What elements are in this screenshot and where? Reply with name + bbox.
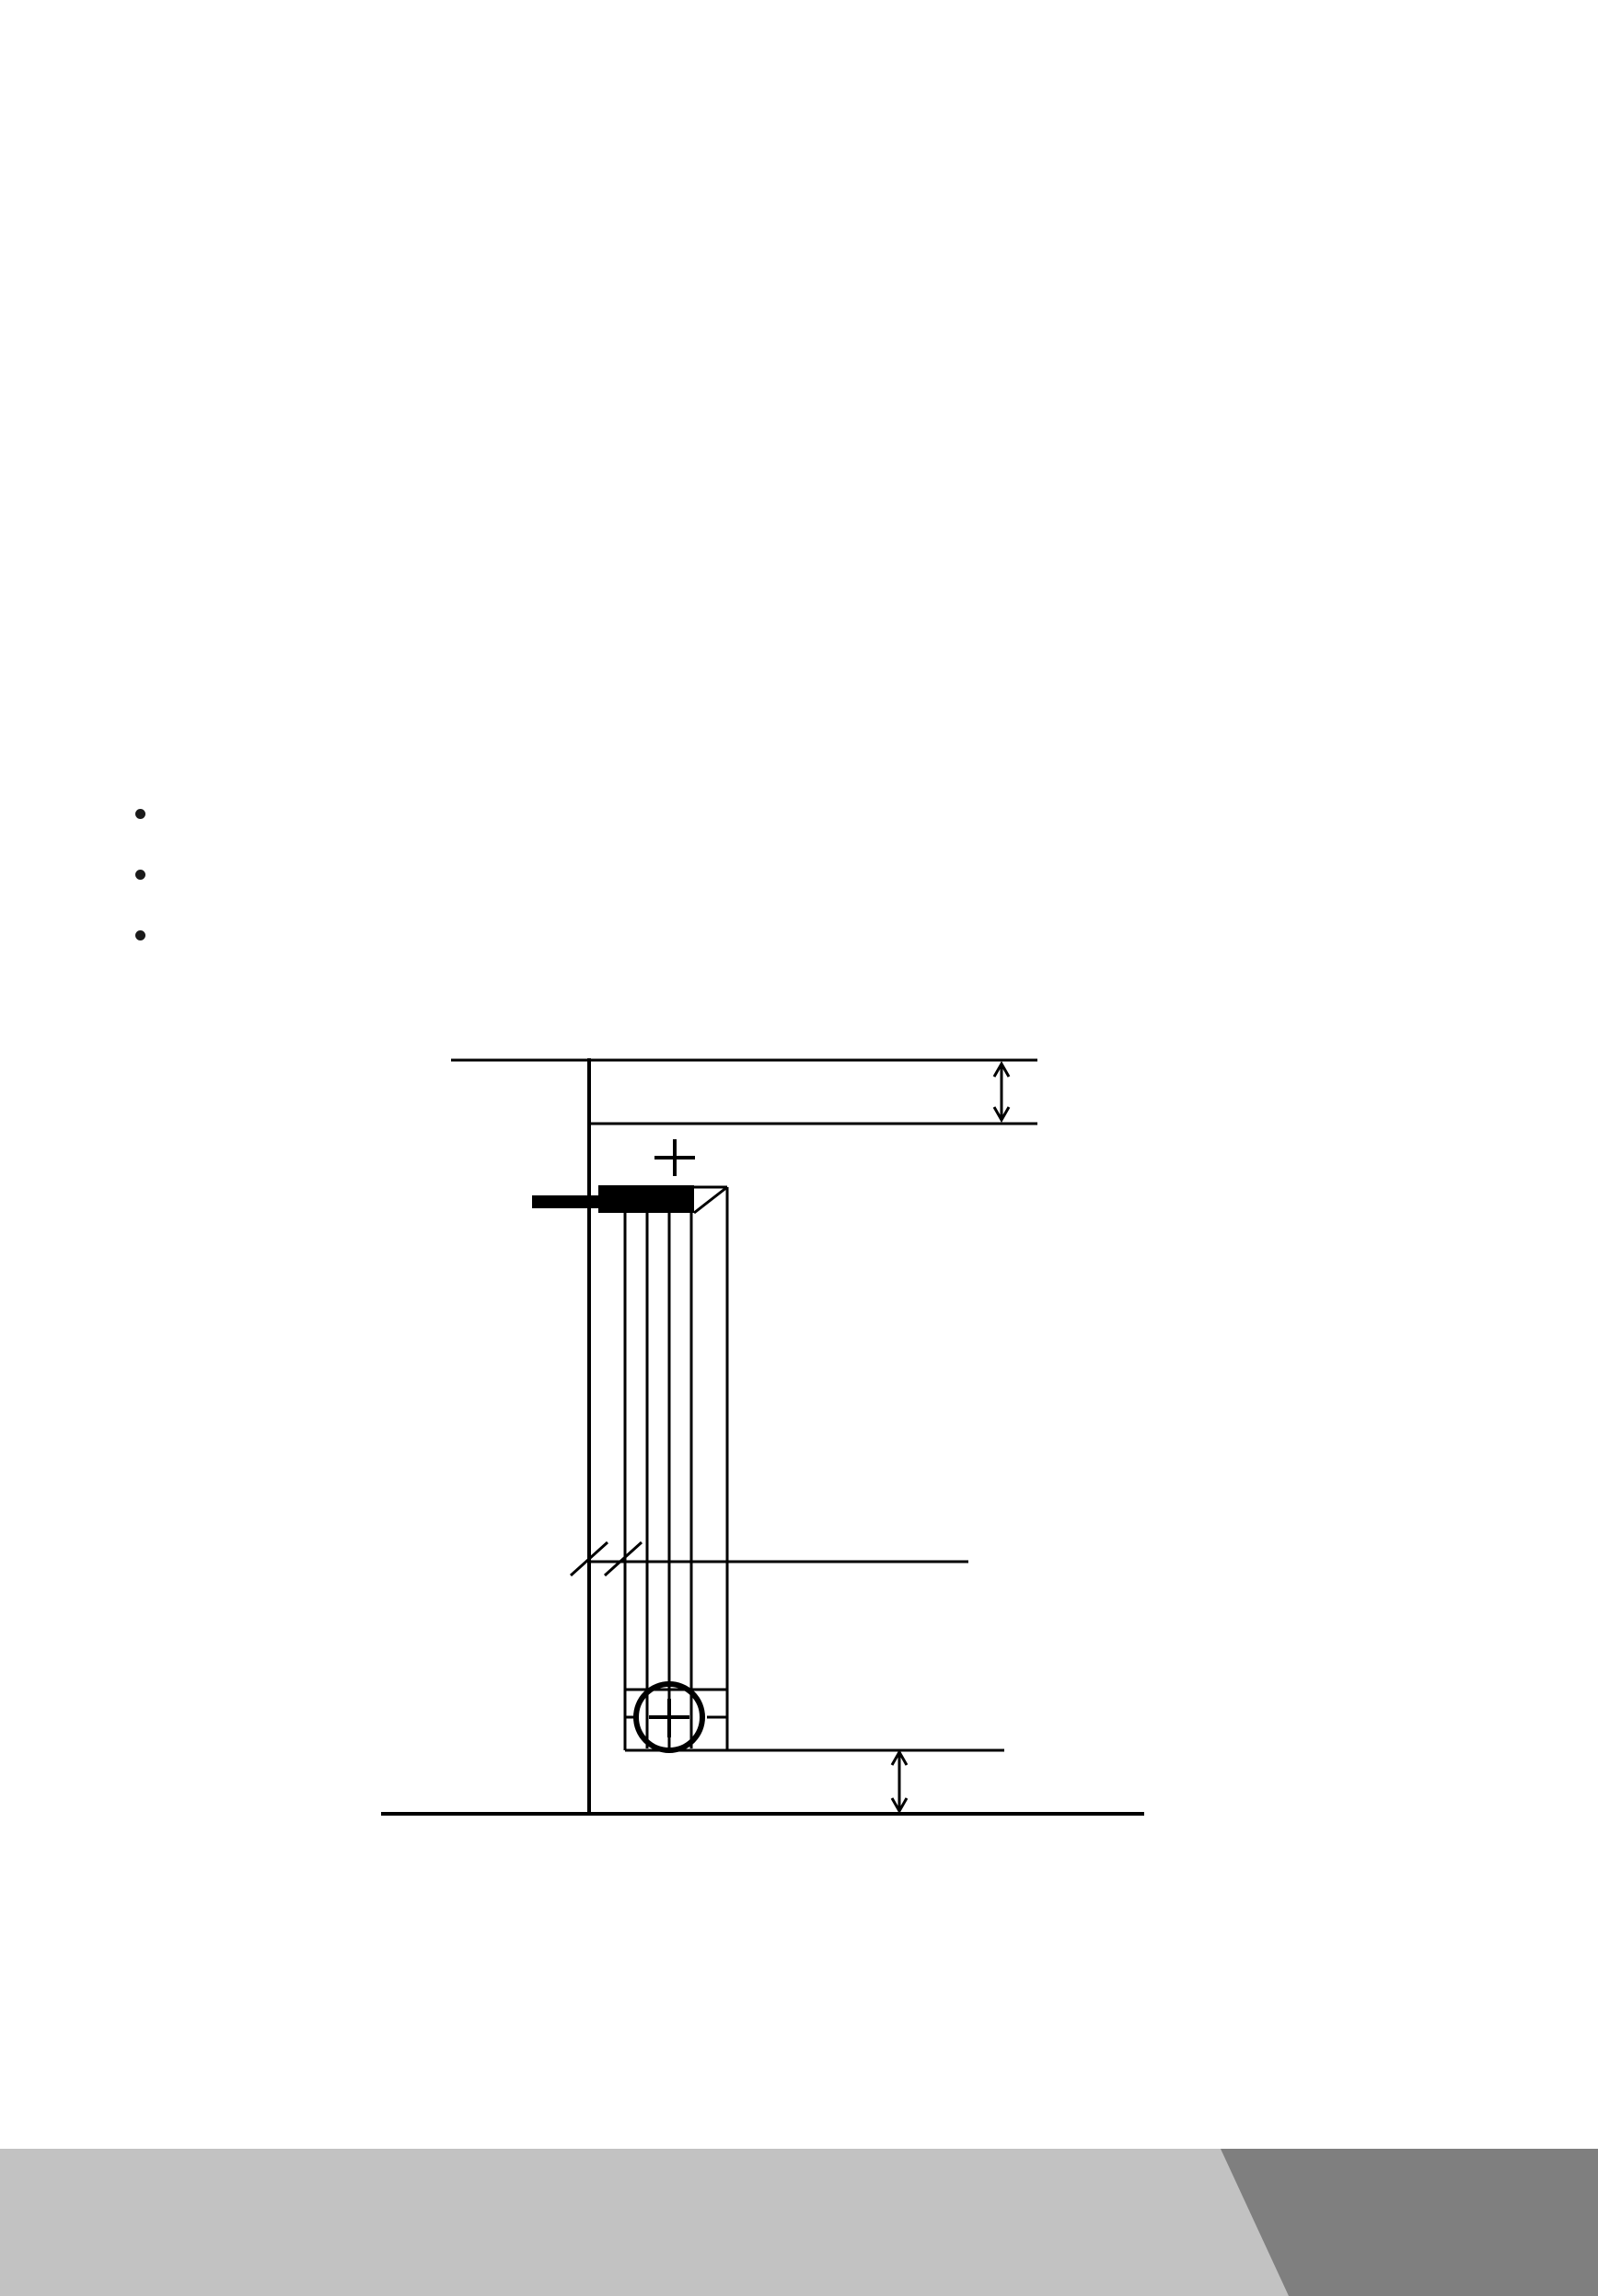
mounting-bracket xyxy=(532,1195,602,1208)
page-footer xyxy=(0,2149,1598,2296)
radiator-section xyxy=(625,1187,727,1750)
bracket-block xyxy=(598,1185,694,1213)
air-valve-plus-icon xyxy=(654,1139,695,1176)
top-dimension-arrow xyxy=(994,1064,1009,1120)
wall-gap-ticks xyxy=(571,1542,642,1575)
footer-background xyxy=(0,2149,1598,2296)
bottom-dimension-arrow xyxy=(892,1752,907,1811)
